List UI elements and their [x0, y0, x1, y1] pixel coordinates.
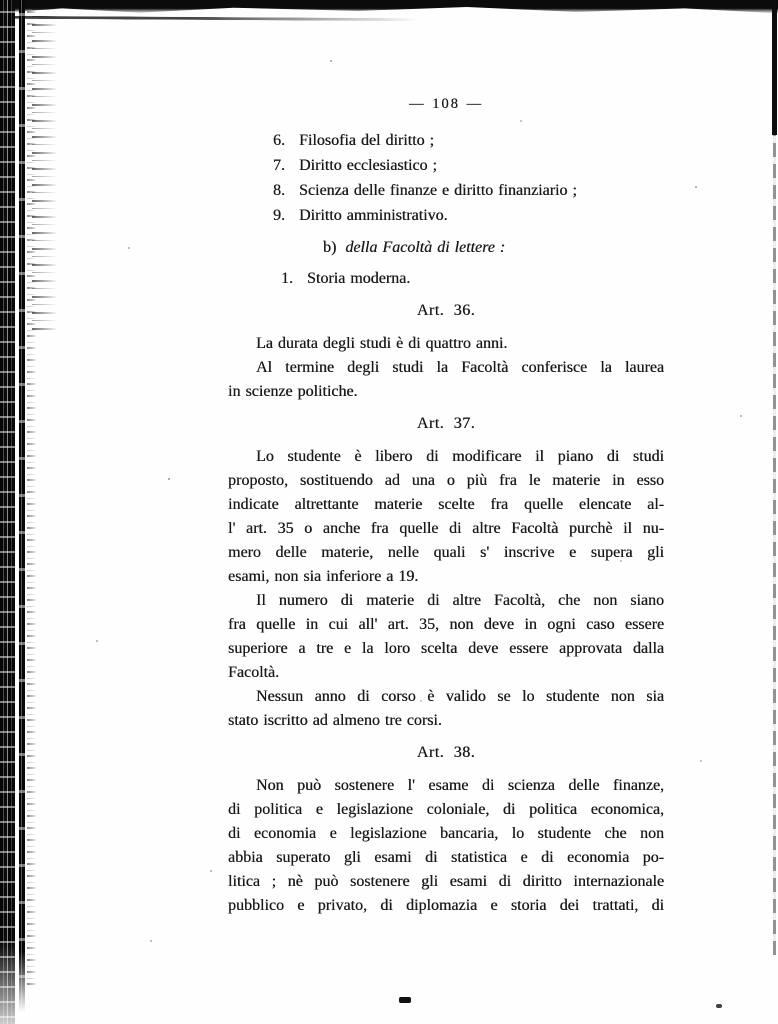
paragraph — [228, 774, 664, 918]
list-item-number: 6. — [273, 132, 285, 149]
text-line: proposto, sostituendo ad una o più fra le materie in esso — [228, 472, 664, 489]
text-line: pubblico e privato, di diplomazia e storia dei trattati, di — [228, 897, 664, 914]
paragraph — [228, 685, 664, 733]
text-line: superiore a tre e la loro scelta deve essere approvata dalla — [228, 640, 664, 657]
list-item-number: 7. — [273, 157, 285, 174]
scan-artifact-left-dots — [27, 0, 36, 985]
list-item — [273, 153, 664, 178]
scan-speck — [330, 60, 332, 62]
scan-speck — [695, 186, 697, 188]
text-line: Al termine degli studi la Facoltà conferisce la laurea — [256, 359, 664, 376]
list-item — [273, 128, 664, 153]
text-line: La durata degli studi è di quattro anni. — [256, 335, 508, 352]
scan-artifact-left-line — [19, 0, 25, 1012]
text-line: Nessun anno di corso è valido se lo studente non sia — [256, 688, 664, 705]
text-line: Facoltà. — [228, 664, 280, 681]
text-line: fra quelle in cui all' art. 35, non deve in ogni caso essere — [228, 616, 664, 633]
text-line: litica ; nè può sostenere gli esami di diritto internazionale — [228, 873, 664, 890]
text-line: Lo studente è libero di modificare il piano di studi — [256, 448, 664, 465]
section-heading-lettere — [323, 235, 664, 260]
article-heading: Art. 36. — [416, 302, 476, 319]
scan-speck — [128, 247, 130, 249]
text-line: in scienze politiche. — [228, 383, 358, 400]
list-item-text: Filosofia del diritto ; — [299, 132, 434, 149]
text-line: indicate altrettante materie scelte fra quelle elencate al- — [228, 496, 664, 513]
scan-speck — [168, 478, 170, 480]
scan-artifact-top-line — [0, 16, 420, 22]
section-marker: b) — [323, 239, 337, 256]
list-item — [281, 266, 664, 291]
scan-speck — [210, 870, 212, 872]
article-heading: Art. 37. — [416, 415, 476, 432]
text-line: esami, non sia inferiore a 19. — [228, 568, 419, 585]
list-item-number: 8. — [273, 182, 285, 199]
subject-list-law — [228, 128, 664, 228]
text-line: di economia e legislazione bancaria, lo studente che non — [228, 825, 664, 842]
list-item-text: Diritto amministrativo. — [299, 207, 448, 224]
scan-artifact-top-edge — [0, 0, 778, 14]
article-36 — [228, 299, 664, 404]
page-content — [228, 94, 664, 918]
list-item-text: Storia moderna. — [307, 270, 411, 287]
list-item — [273, 203, 664, 228]
scan-speck — [96, 640, 98, 642]
scan-artifact-left-fray — [32, 0, 62, 330]
article-heading: Art. 38. — [416, 744, 476, 761]
list-item-number: 1. — [281, 270, 293, 287]
scan-speck — [740, 415, 742, 417]
scan-artifact-right-line — [773, 130, 776, 955]
scan-artifact-left-binding — [0, 0, 15, 1024]
text-line: di politica e legislazione coloniale, di politica economica, — [228, 801, 664, 818]
text-line: Il numero di materie di altre Facoltà, che non siano — [256, 592, 664, 609]
section-title: della Facoltà di lettere : — [345, 239, 506, 256]
scan-speck — [700, 760, 702, 762]
list-item — [273, 178, 664, 203]
scan-speck — [150, 940, 152, 942]
scan-artifact-right-edge — [772, 0, 777, 135]
text-line: mero delle materie, nelle quali s' inscrive e supera gli — [228, 544, 664, 561]
list-item-text: Diritto ecclesiastico ; — [299, 157, 437, 174]
text-line: abbia superato gli esami di statistica e di economia po- — [228, 849, 664, 866]
paragraph — [228, 356, 664, 404]
page-number: — 108 — — [409, 96, 483, 112]
list-item-text: Scienza delle finanze e diritto finanziario ; — [299, 182, 577, 199]
article-38 — [228, 741, 664, 918]
text-line: l' art. 35 o anche fra quelle di altre Facoltà purchè il nu- — [228, 520, 664, 537]
paragraph — [228, 332, 664, 356]
text-line: Non può sostenere l' esame di scienza delle finanze, — [256, 777, 664, 794]
paragraph — [228, 445, 664, 589]
article-37 — [228, 412, 664, 733]
scan-blob — [716, 1004, 722, 1008]
paragraph — [228, 589, 664, 685]
scan-blob — [399, 997, 411, 1003]
text-line: stato iscritto ad almeno tre corsi. — [228, 712, 442, 729]
list-item-number: 9. — [273, 207, 285, 224]
